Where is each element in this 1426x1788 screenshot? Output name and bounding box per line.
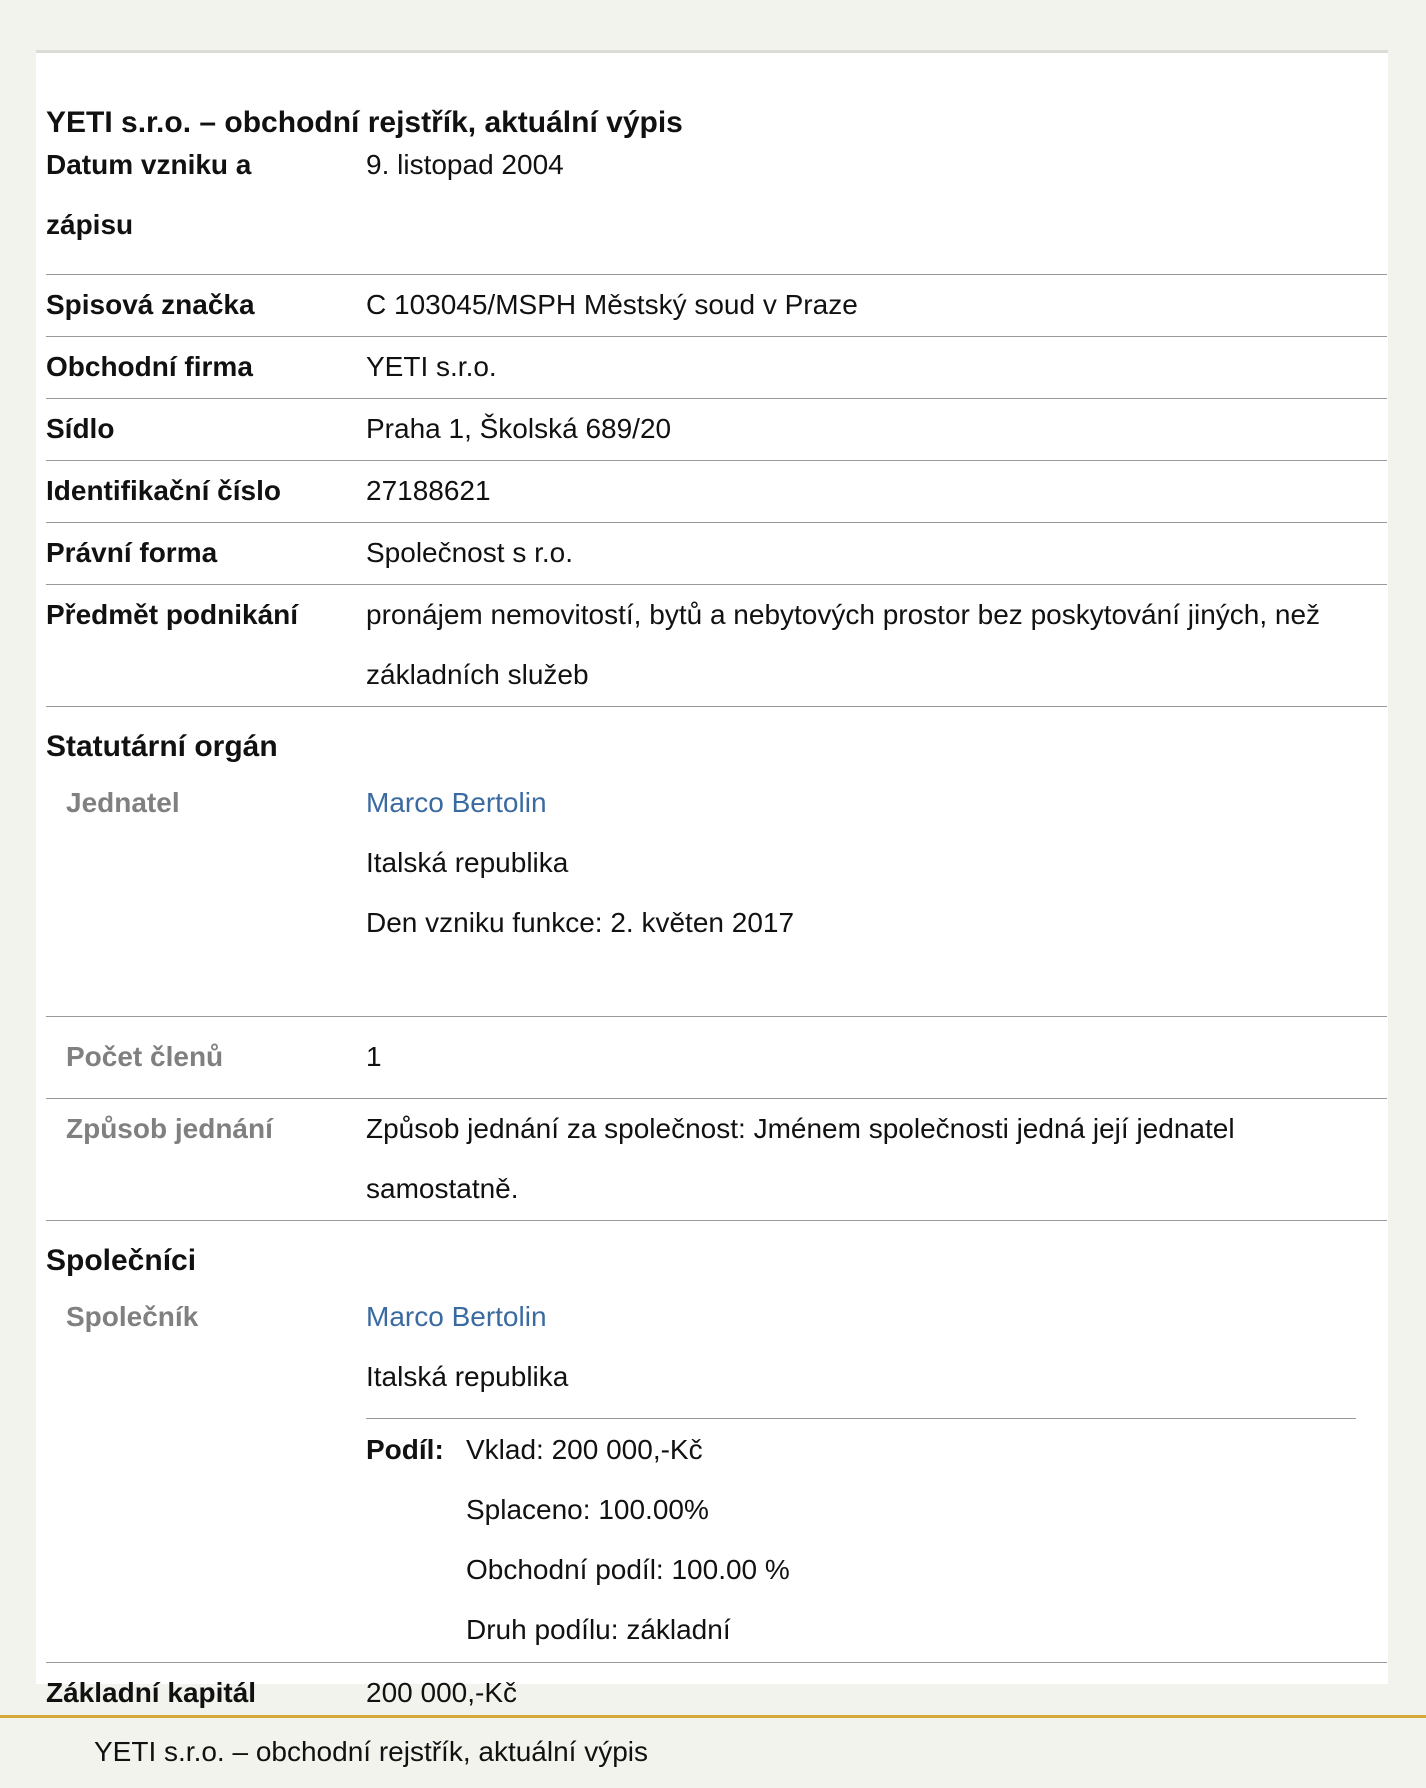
partner-name-link[interactable]: Marco Bertolin xyxy=(366,1301,547,1332)
row-seat-label: Sídlo xyxy=(46,413,115,444)
share-paid: Splaceno: 100.00% xyxy=(466,1494,709,1525)
row-company-name-value: YETI s.r.o. xyxy=(366,351,497,382)
row-director-label: Jednatel xyxy=(66,787,180,818)
director-name-link[interactable]: Marco Bertolin xyxy=(366,787,547,818)
row-member-count-value: 1 xyxy=(366,1041,382,1072)
row-founded-label: Datum vzniku a zápisu xyxy=(46,149,252,240)
share-business-share: Obchodní podíl: 100.00 % xyxy=(466,1554,790,1585)
share-values xyxy=(466,1420,790,1660)
row-id-number xyxy=(46,461,1387,523)
row-member-count xyxy=(46,1017,1387,1099)
row-business-activity-label: Předmět podnikání xyxy=(46,599,299,630)
row-partner xyxy=(46,1287,1387,1663)
row-business-activity xyxy=(46,585,1387,707)
row-legal-form xyxy=(46,523,1387,585)
section-statutory-heading: Statutární orgán xyxy=(46,730,278,763)
row-file-number-value: C 103045/MSPH Městský soud v Praze xyxy=(366,289,858,320)
row-capital-label: Základní kapitál xyxy=(46,1677,257,1708)
row-founded-value: 9. listopad 2004 xyxy=(366,149,564,180)
row-seat xyxy=(46,399,1387,461)
row-legal-form-value: Společnost s r.o. xyxy=(366,537,574,568)
row-member-count-label: Počet členů xyxy=(66,1041,224,1072)
director-country: Italská republika xyxy=(366,847,569,878)
row-director xyxy=(46,773,1387,1017)
share-divider xyxy=(366,1418,1356,1419)
row-id-number-value: 27188621 xyxy=(366,475,491,506)
row-acting-method-value: Způsob jednání za společnost: Jménem společnosti jedná její jednatel samostatně. xyxy=(366,1113,1235,1204)
partner-country: Italská republika xyxy=(366,1361,569,1392)
row-company-name-label: Obchodní firma xyxy=(46,351,253,382)
row-acting-method xyxy=(46,1099,1387,1221)
section-partners-heading: Společníci xyxy=(46,1244,197,1277)
row-company-name xyxy=(46,337,1387,399)
share-label: Podíl: xyxy=(366,1434,444,1465)
row-file-number-label: Spisová značka xyxy=(46,289,255,320)
director-since: Den vzniku funkce: 2. květen 2017 xyxy=(366,907,795,938)
row-legal-form-label: Právní forma xyxy=(46,537,218,568)
footer-caption: YETI s.r.o. – obchodní rejstřík, aktuální výpis xyxy=(94,1736,649,1767)
row-founded xyxy=(46,135,1387,275)
row-partner-value xyxy=(366,1287,1376,1407)
share-type: Druh podílu: základní xyxy=(466,1614,731,1645)
row-seat-value: Praha 1, Školská 689/20 xyxy=(366,413,672,444)
row-partner-label: Společník xyxy=(66,1301,199,1332)
row-id-number-label: Identifikační číslo xyxy=(46,475,281,506)
row-director-value xyxy=(366,773,1376,953)
row-capital-value: 200 000,-Kč xyxy=(366,1677,517,1708)
row-business-activity-value: pronájem nemovitostí, bytů a nebytových prostor bez poskytování jiných, než základních služeb xyxy=(366,599,1321,690)
footer-bar xyxy=(0,1715,1426,1788)
share-deposit: Vklad: 200 000,-Kč xyxy=(466,1434,703,1465)
row-acting-method-label: Způsob jednání xyxy=(66,1113,273,1144)
register-extract-sheet xyxy=(36,50,1388,1708)
row-file-number xyxy=(46,275,1387,337)
page-title: YETI s.r.o. – obchodní rejstřík, aktuální výpis xyxy=(46,106,683,139)
